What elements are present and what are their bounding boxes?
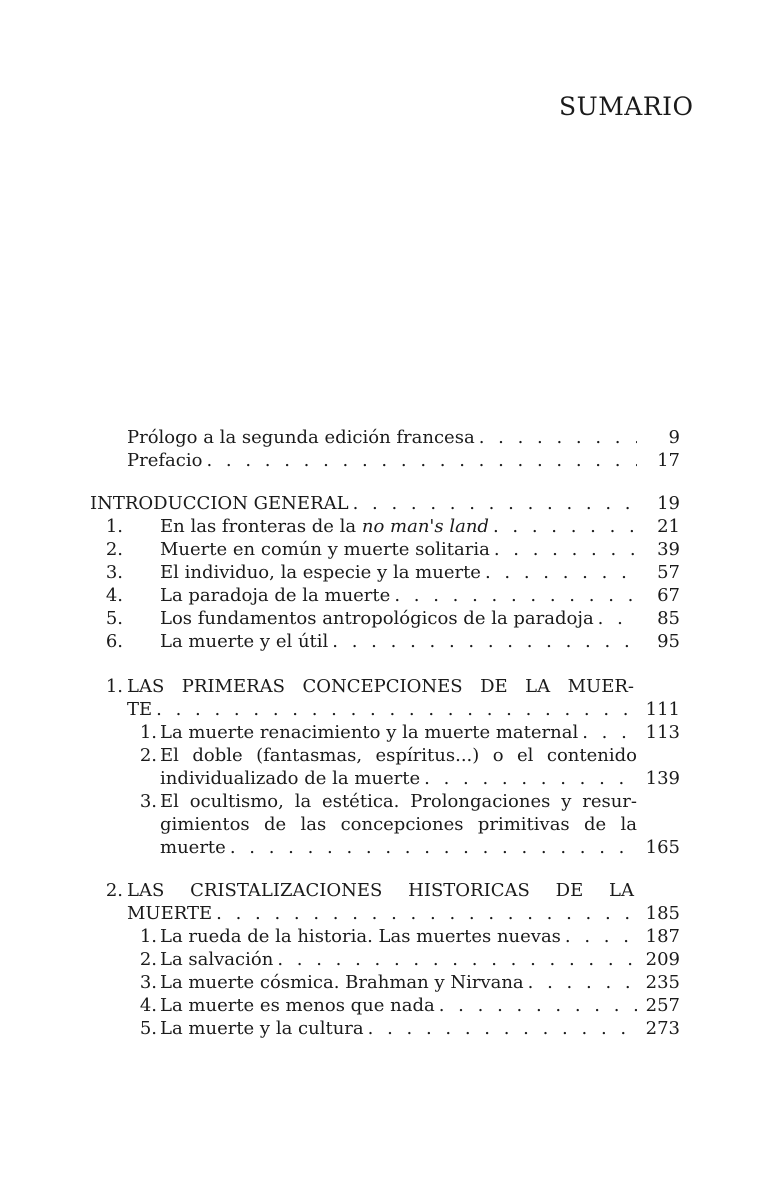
toc-entry bbox=[0, 745, 769, 767]
toc-part-1-heading-cont bbox=[0, 699, 769, 721]
part-number: 2. bbox=[105, 880, 123, 901]
entry-number: 4. bbox=[105, 585, 123, 606]
entry-page: 187 bbox=[645, 926, 680, 947]
entry-number: 5. bbox=[139, 1018, 157, 1039]
toc-entry bbox=[0, 562, 769, 584]
entry-page: 95 bbox=[657, 631, 680, 652]
entry-page: 17 bbox=[657, 450, 680, 471]
part-title-line1: LAS CRISTALIZACIONES HISTORICAS DE LA bbox=[127, 880, 634, 901]
toc-entry-cont bbox=[0, 837, 769, 859]
entry-page: 113 bbox=[645, 722, 680, 743]
toc-part-1-heading bbox=[0, 676, 769, 698]
entry-number: 5. bbox=[105, 608, 123, 629]
entry-title: La muerte cósmica. Brahman y Nirvana bbox=[160, 972, 524, 993]
entry-number: 1. bbox=[105, 516, 123, 537]
toc-entry bbox=[0, 949, 769, 971]
toc-entry bbox=[0, 631, 769, 653]
part-page: 111 bbox=[645, 699, 680, 720]
entry-title: La rueda de la historia. Las muertes nuevas bbox=[160, 926, 561, 947]
part-title-line2: TE bbox=[127, 699, 153, 720]
entry-title: En las fronteras de la no man's land bbox=[160, 516, 489, 537]
entry-number: 2. bbox=[139, 745, 157, 766]
entry-number: 1. bbox=[139, 926, 157, 947]
entry-title: Prólogo a la segunda edición francesa bbox=[127, 427, 475, 448]
toc-entry bbox=[0, 995, 769, 1017]
toc-section-introduccion bbox=[0, 493, 769, 515]
page-title: SUMARIO bbox=[559, 92, 694, 121]
entry-page: 165 bbox=[645, 837, 680, 858]
entry-page: 209 bbox=[645, 949, 680, 970]
entry-title: La muerte y el útil bbox=[160, 631, 329, 652]
entry-title-line2: individualizado de la muerte bbox=[160, 768, 421, 789]
part-title-line1: LAS PRIMERAS CONCEPCIONES DE LA MUER- bbox=[127, 676, 634, 697]
toc-entry-cont bbox=[0, 768, 769, 790]
section-page: 19 bbox=[657, 493, 680, 514]
entry-number: 4. bbox=[139, 995, 157, 1016]
entry-title-line1: El ocultismo, la estética. Prolongaciones y resur- bbox=[160, 791, 637, 812]
entry-title: La paradoja de la muerte bbox=[160, 585, 391, 606]
entry-page: 235 bbox=[645, 972, 680, 993]
toc-entry bbox=[0, 791, 769, 813]
toc-entry bbox=[0, 972, 769, 994]
entry-title-line1: El doble (fantasmas, espíritus...) o el contenido bbox=[160, 745, 637, 766]
entry-title: Prefacio bbox=[127, 450, 203, 471]
entry-title: El individuo, la especie y la muerte bbox=[160, 562, 481, 583]
entry-number: 3. bbox=[139, 791, 157, 812]
entry-number: 6. bbox=[105, 631, 123, 652]
section-title: INTRODUCCION GENERAL bbox=[90, 493, 349, 514]
entry-page: 139 bbox=[645, 768, 680, 789]
part-title-line2: MUERTE bbox=[127, 903, 213, 924]
entry-title-italic: no man's land bbox=[361, 516, 489, 537]
entry-page: 21 bbox=[657, 516, 680, 537]
entry-number: 2. bbox=[139, 949, 157, 970]
entry-page: 9 bbox=[668, 427, 680, 448]
toc-entry bbox=[0, 539, 769, 561]
entry-title: La muerte y la cultura bbox=[160, 1018, 364, 1039]
toc-entry-prologo bbox=[0, 427, 769, 449]
entry-number: 3. bbox=[139, 972, 157, 993]
entry-title: La muerte renacimiento y la muerte maternal bbox=[160, 722, 579, 743]
entry-number: 2. bbox=[105, 539, 123, 560]
entry-title: La salvación bbox=[160, 949, 274, 970]
toc-entry bbox=[0, 1018, 769, 1040]
toc-entry-cont bbox=[0, 814, 769, 836]
entry-page: 57 bbox=[657, 562, 680, 583]
toc-entry bbox=[0, 585, 769, 607]
toc-part-2-heading bbox=[0, 880, 769, 902]
entry-page: 257 bbox=[645, 995, 680, 1016]
part-page: 185 bbox=[645, 903, 680, 924]
entry-page: 273 bbox=[645, 1018, 680, 1039]
toc-entry-prefacio bbox=[0, 450, 769, 472]
entry-title-line3: muerte bbox=[160, 837, 226, 858]
toc-entry bbox=[0, 926, 769, 948]
part-number: 1. bbox=[105, 676, 123, 697]
toc-entry bbox=[0, 608, 769, 630]
entry-page: 85 bbox=[657, 608, 680, 629]
entry-title: La muerte es menos que nada bbox=[160, 995, 435, 1016]
entry-title-line2: gimientos de las concepciones primitivas de la bbox=[160, 814, 637, 835]
entry-page: 67 bbox=[657, 585, 680, 606]
entry-page: 39 bbox=[657, 539, 680, 560]
entry-number: 3. bbox=[105, 562, 123, 583]
toc-part-2-heading-cont bbox=[0, 903, 769, 925]
entry-number: 1. bbox=[139, 722, 157, 743]
toc-entry bbox=[0, 722, 769, 744]
entry-title: Los fundamentos antropológicos de la paradoja bbox=[160, 608, 594, 629]
toc-entry bbox=[0, 516, 769, 538]
entry-title: Muerte en común y muerte solitaria bbox=[160, 539, 490, 560]
